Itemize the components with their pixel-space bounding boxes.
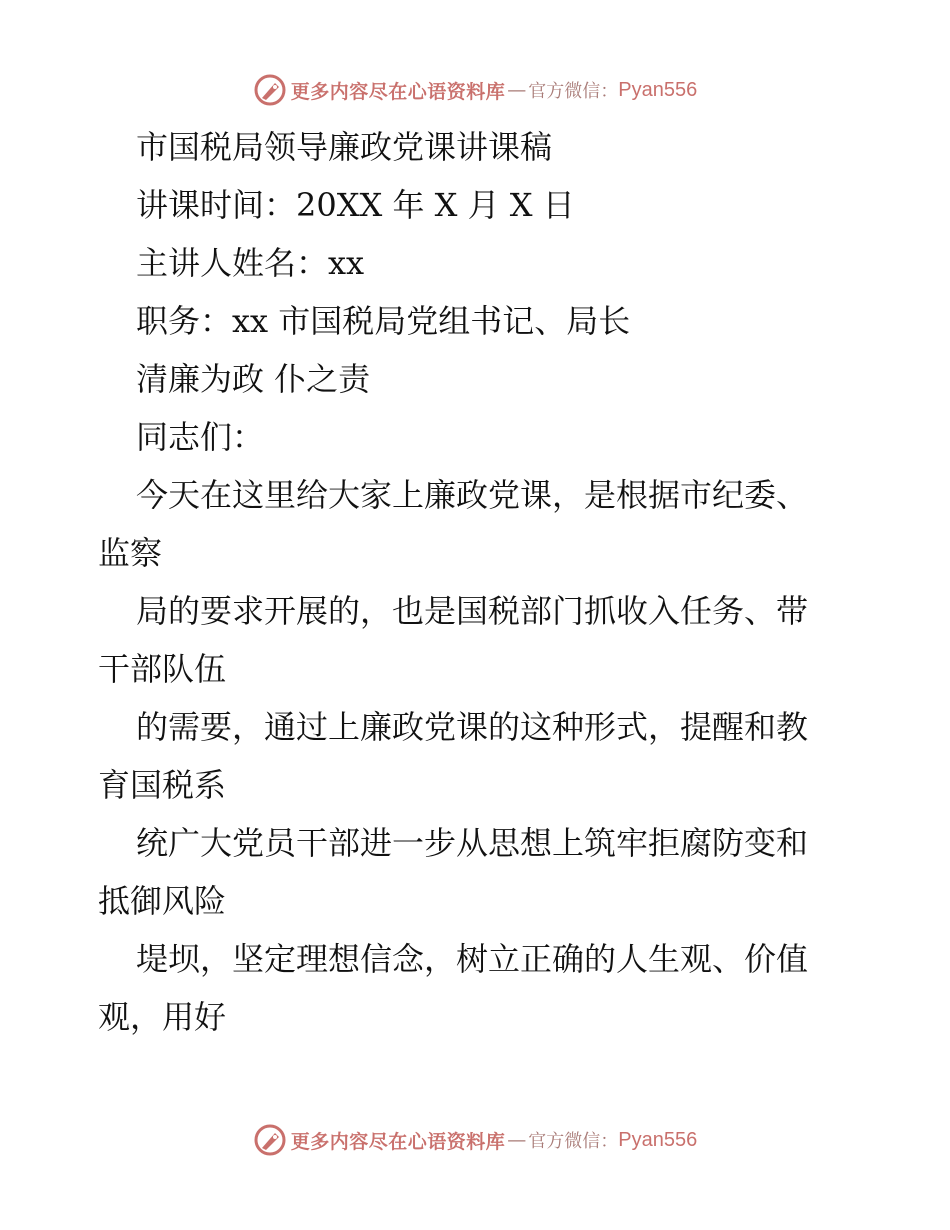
document-title: 市国税局领导廉政党课讲课稿 (136, 128, 553, 166)
document-body (98, 118, 858, 1046)
banner-separator: — (507, 79, 527, 101)
banner-wechat-id: Pyan556 (618, 78, 698, 101)
banner-text: 更多内容尽在心语资料库 (290, 80, 506, 103)
paragraph-line: 今天在这里给大家上廉政党课，是根据市纪委、 (136, 476, 809, 514)
banner-wechat-label: 官方微信： (528, 81, 619, 102)
paragraph-line: 堤坝，坚定理想信念，树立正确的人生观、价值 (136, 940, 809, 978)
lecture-time: 讲课时间：20XX 年 X 月 X 日 (136, 186, 575, 224)
footer-banner (0, 1123, 950, 1157)
paragraph-line: 的需要，通过上廉政党课的这种形式，提醒和教 (136, 708, 809, 746)
pen-logo-icon (253, 1123, 287, 1157)
banner-text: 更多内容尽在心语资料库 (290, 1130, 506, 1153)
paragraph-line: 局的要求开展的，也是国税部门抓收入任务、带 (136, 592, 809, 630)
pen-logo-icon (253, 73, 287, 107)
banner-separator: — (507, 1129, 527, 1151)
salutation: 同志们： (136, 418, 265, 456)
paragraph-line: 统广大党员干部进一步从思想上筑牢拒腐防变和 (136, 824, 809, 862)
speaker-name: 主讲人姓名：xx (136, 244, 365, 282)
paragraph-line: 干部队伍 (98, 650, 227, 688)
banner-wechat-id: Pyan556 (618, 1128, 698, 1151)
banner-wechat-label: 官方微信： (528, 1131, 619, 1152)
paragraph-line: 育国税系 (98, 766, 227, 804)
paragraph-line: 监察 (98, 534, 163, 572)
paragraph-line: 抵御风险 (98, 882, 227, 920)
header-banner (0, 73, 950, 107)
lecture-subtitle: 清廉为政 仆之责 (136, 360, 371, 398)
paragraph-line: 观，用好 (98, 998, 227, 1036)
speaker-position: 职务：xx 市国税局党组书记、局长 (136, 302, 631, 340)
